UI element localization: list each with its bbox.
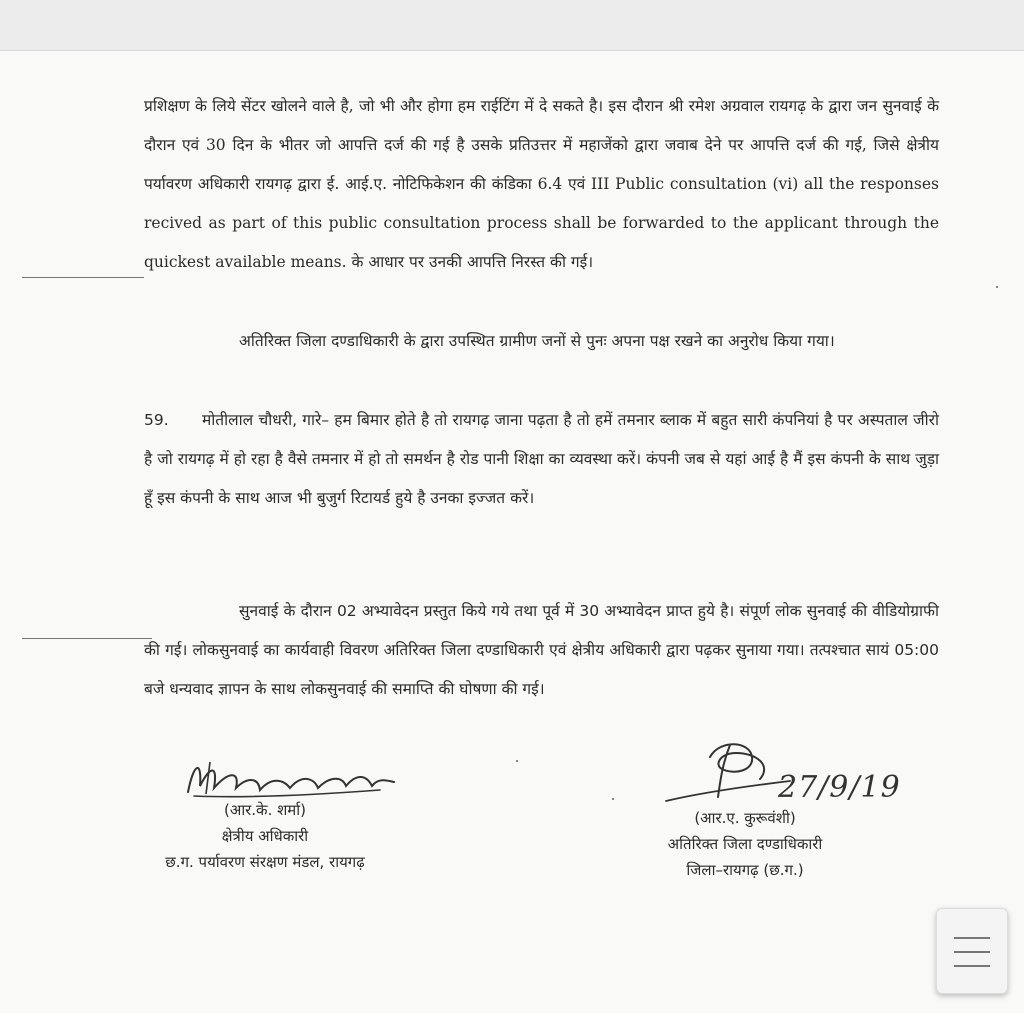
- scan-line: [22, 638, 152, 639]
- paragraph-text: सुनवाई के दौरान 02 अभ्यावेदन प्रस्तुत किये गये तथा पूर्व में 30 अभ्यावेदन प्राप्त हुये है। संपूर्ण लोक सुनवाई की वीडियोग्राफी की गई। लोकसुनवाई का कार्यवाही विवरण अतिरिक्त जिला दण्डाधिकारी एवं क्षेत्रीय अधिकारी द्वारा पढ़कर सुनाया गया। तत्पश्चात सायं 05:00 बजे धन्यवाद ज्ञापन के साथ लोकसुनवाई की समाप्ति की घोषणा की गई।: [144, 602, 939, 698]
- scan-speck: [996, 286, 998, 288]
- signatory-name: (आर.ए. कुरूवंशी): [694, 809, 796, 827]
- signatory-organization: छ.ग. पर्यावरण संरक्षण मंडल, रायगढ़: [165, 853, 365, 871]
- signature-left-block: [120, 797, 410, 875]
- viewer-top-bar: [0, 0, 1024, 51]
- scan-speck: [612, 798, 614, 800]
- hamburger-menu-icon: [954, 951, 990, 953]
- paragraph-request: [144, 322, 939, 361]
- paragraph-conclusion: [144, 592, 939, 709]
- signatory-district: जिला–रायगढ़ (छ.ग.): [686, 861, 804, 879]
- signatory-name: (आर.के. शर्मा): [223, 801, 307, 819]
- handwritten-date: 27/9/19: [778, 770, 901, 805]
- paragraph-text: प्रशिक्षण के लिये सेंटर खोलने वाले है, जो भी और होगा हम राईटिंग में दे सकते है। इस दौरान श्री रमेश अग्रवाल रायगढ़ के द्वारा जन सुनवाई के दौरान एवं 30 दिन के भीतर जो आपत्ति दर्ज की गई है उसके प्रतिउत्तर में महाजेंको द्वारा जवाब देने पर आपत्ति दर्ज की गई, जिसे क्षेत्रीय पर्यावरण अधिकारी रायगढ़ द्वारा ई. आई.ए. नोटिफिकेशन की कंडिका 6.4 एवं III Public consultation (vi) all the responses recived as part of this public consultation process shall be forwarded to the applicant through the quickest available means. के आधार पर उनकी आपत्ति निरस्त की गई।: [144, 97, 939, 271]
- hamburger-menu-icon: [954, 965, 990, 967]
- signatory-designation: अतिरिक्त जिला दण्डाधिकारी: [667, 835, 823, 853]
- signatory-designation: क्षेत्रीय अधिकारी: [221, 827, 309, 845]
- scan-line: [22, 277, 144, 278]
- menu-button[interactable]: [936, 908, 1008, 994]
- paragraph-text: मोतीलाल चौधरी, गारे– हम बिमार होते है तो रायगढ़ जाना पढ़ता है तो हमें तमनार ब्लाक में बहुत सारी कंपनियां है पर अस्पताल जीरो है जो रायगढ़ में हो रहा है वैसे तमनार में हो तो समर्थन है रोड पानी शिक्षा का व्यवस्था करें। कंपनी जब से यहां आई है मैं इस कंपनी के साथ जुड़ा हूँ इस कंपनी के साथ आज भी बुजुर्ग रिटायर्ड हुये है उनका इज्जत करें।: [144, 411, 939, 507]
- signature-right-block: [620, 805, 870, 883]
- scan-speck: [516, 760, 518, 762]
- paragraph-objection-ruling: [144, 87, 939, 282]
- item-number: 59.: [144, 411, 169, 429]
- paragraph-text: अतिरिक्त जिला दण्डाधिकारी के द्वारा उपस्थित ग्रामीण जनों से पुनः अपना पक्ष रखने का अनुरोध किया गया।: [239, 332, 835, 350]
- paragraph-statement-59: [144, 401, 939, 518]
- hamburger-menu-icon: [954, 937, 990, 939]
